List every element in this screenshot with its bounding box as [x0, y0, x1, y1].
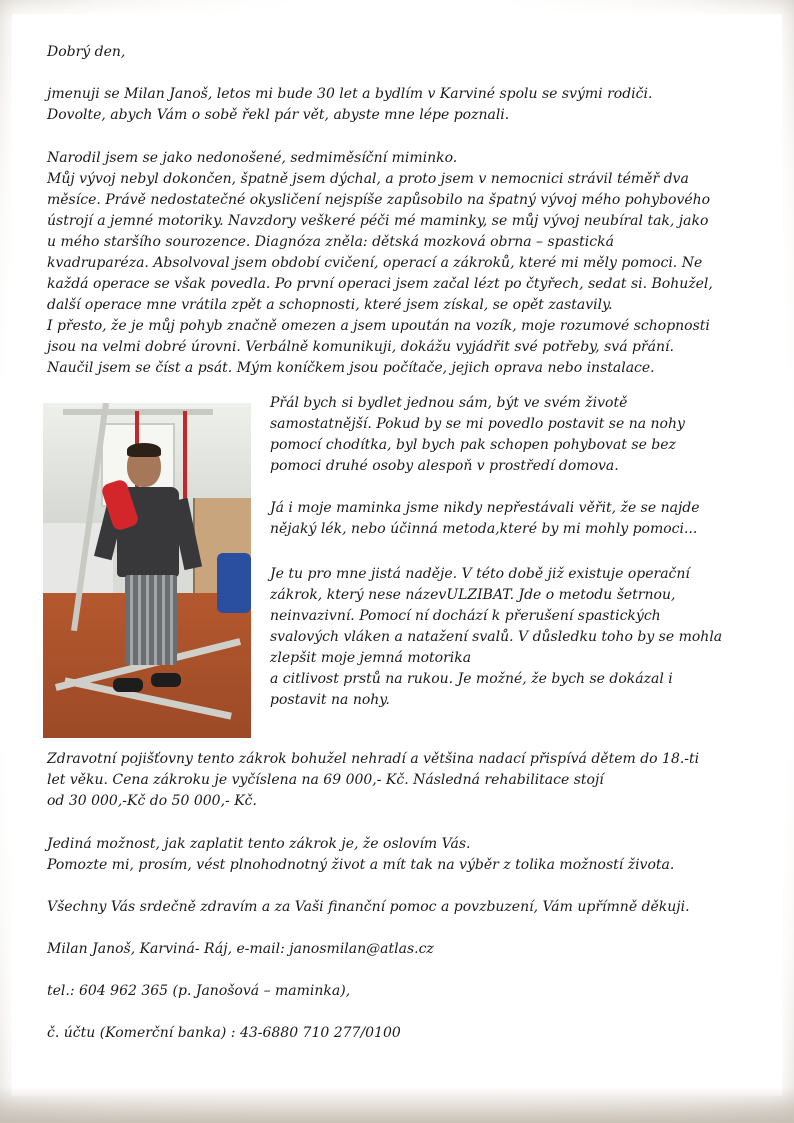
page-bottom-shadow — [0, 1087, 794, 1123]
story-paragraph: Narodil jsem se jako nedonošené, sedmiměsíční miminko. Můj vývoj nebyl dokončen, špatně jsem dýchal, a proto jsem v nemocnici strávil téměř dva měsíce. Právě nedostatečné okysličení nejspíše zapůsobilo na špatný vývoj mého pohybového ústrojí a jemné motoriky. Navzdory veškeré péči mé maminky, se můj vývoj neubíral tak, jako u mého staršího sourozence. Diagnóza zněla: dětská mozková obrna – spastická kvadruparéza. Absolvoval jsem období cvičení, operací a zákroků, které mi měly pomoci. Ne každá operace se však povedla. Po první operaci jsem začal lézt po čtyřech, sedat si. Bohužel, další operace mne vrátila zpět a schopnosti, které jsem získal, se opět zastavily. I přesto, že je můj pohyb značně omezen a jsem upoután na vozík, moje rozumové schopnosti jsou na velmi dobré úrovni. Verbálně komunikuji, dokážu vyjádřit své potřeby, svá přání. Naučil jsem se číst a psát. Mým koníčkem jsou počítače, jejich oprava nebo instalace. — [47, 150, 713, 376]
photo-man-in-walking-hoist — [43, 403, 251, 738]
greeting: Dobrý den, — [47, 44, 126, 60]
intro-paragraph: jmenuji se Milan Janoš, letos mi bude 30 let a bydlím v Karviné spolu se svými rodiči. Dovolte, abych Vám o sobě řekl pár vět, abyste mne lépe poznali. — [47, 86, 653, 123]
wish-paragraph: Přál bych si bydlet jednou sám, být ve svém životě samostatnější. Pokud by se mi povedlo postavit se na nohy pomocí chodítka, byl bych pak schopen pohybovat se bez pomoci druhé osoby alespoň v prostředí domova. — [270, 395, 685, 474]
signature-line: Milan Janoš, Karviná- Ráj, e-mail: janosmilan@atlas.cz — [47, 941, 434, 957]
phone-line: tel.: 604 962 365 (p. Janošová – maminka), — [47, 983, 351, 999]
request-paragraph: Jediná možnost, jak zaplatit tento zákrok je, že oslovím Vás. Pomozte mi, prosím, vést plnohodnotný život a mít tak na výběr z tolika možností života. — [47, 836, 675, 873]
method-paragraph: Je tu pro mne jistá naděje. V této době již existuje operační zákrok, který nese názevULZIBAT. Jde o metodu šetrnou, neinvazivní. Pomocí ní dochází k přerušení spastických svalových vláken a natažení svalů. V důsledku toho by se mohla zlepšit moje jemná motorika a citlivost prstů na rukou. Je možné, že bych se dokázal i postavit na nohy. — [270, 566, 723, 708]
insurance-paragraph: Zdravotní pojišťovny tento zákrok bohužel nehradí a většina nadací přispívá dětem do 18.-ti let věku. Cena zákroku je vyčíslena na 69 000,- Kč. Následná rehabilitace stojí od 30 000,-Kč do 50 000,- Kč. — [47, 751, 700, 809]
thanks-line: Všechny Vás srdečně zdravím a za Vaši finanční pomoc a povzbuzení, Vám upřímně děkuji. — [47, 899, 690, 915]
hope-paragraph: Já i moje maminka jsme nikdy nepřestávali věřit, že se najde nějaký lék, nebo účinná metoda,které by mi mohly pomoci... — [270, 500, 700, 537]
bank-account-line: č. účtu (Komerční banka) : 43-6880 710 277/0100 — [47, 1025, 401, 1041]
